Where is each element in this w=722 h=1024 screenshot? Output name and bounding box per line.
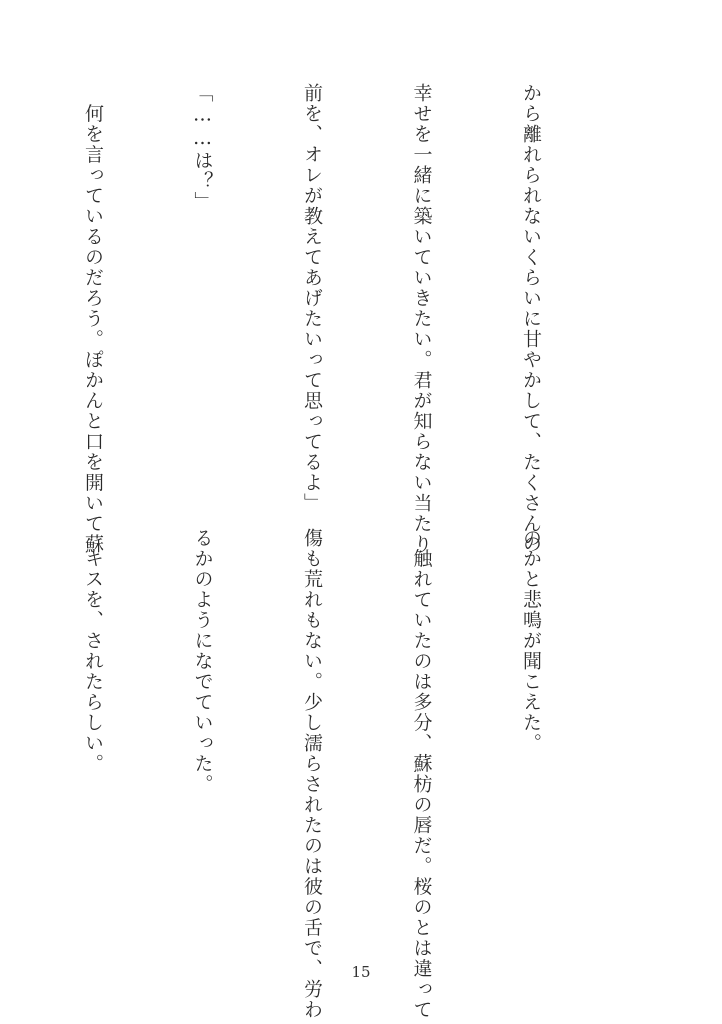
text-line: 幸せを一緒に築いていきたい。君が知らない当たり (410, 83, 433, 555)
text-line: 前を、オレが教えてあげたいって思ってるよ」 (301, 83, 323, 514)
text-line: から離れられないくらいに甘やかして、たくさんの (520, 83, 542, 555)
text-line: 触れていたのは多分、蘇枋の唇だ。桜のとは違って (410, 528, 433, 1020)
text-line: るかのようになでていった。 (191, 528, 214, 795)
text-line: のかと悲鳴が聞こえた。 (520, 528, 542, 754)
dialogue-line: 「……は？」 (191, 83, 214, 212)
text-line: キスを、されたらしい。 (82, 528, 104, 774)
text-line (0, 83, 2, 503)
top-text-block (82, 83, 622, 555)
text-line: 傷も荒れもない。少し濡らされたのは彼の舌で、労わ (301, 528, 323, 1020)
page-number: 15 (351, 963, 371, 981)
text-line: 何を言っているのだろう。ぽかんと口を開いて蘇 (82, 83, 104, 555)
dialogue-line (0, 528, 2, 948)
